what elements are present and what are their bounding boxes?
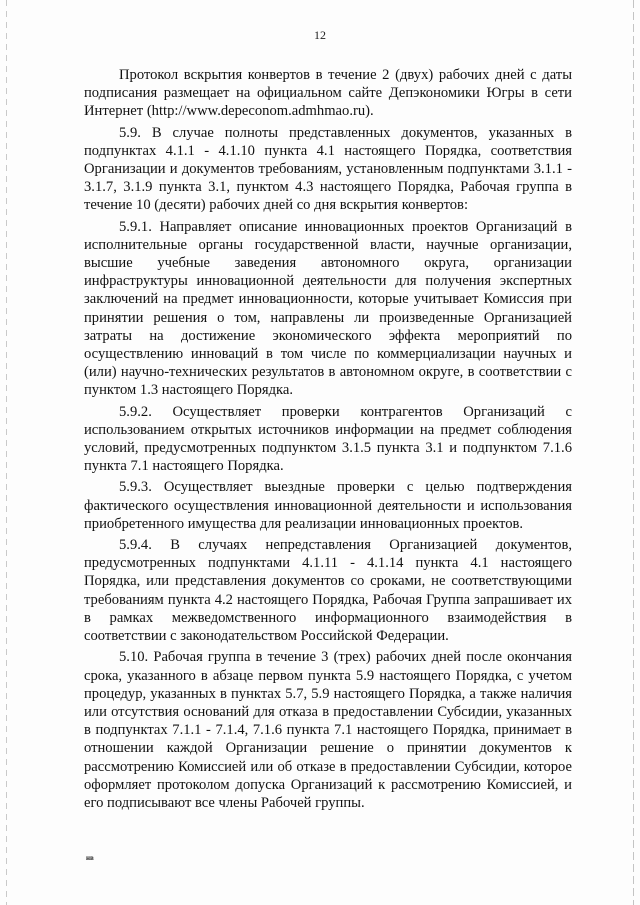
document-body <box>84 66 572 815</box>
footer-initials: нв <box>86 854 94 862</box>
paragraph-5-9-1: 5.9.1. Направляет описание инновационных проектов Организаций в исполнительные органы государственной власти, научные организации, высшие учебные заведения автономного округа, организации инфраструктуры инновационной деятельности для получения экспертных заключений на предмет инновационности, которые учитывает Комиссия при принятии решения о том, направлены ли произведенные Организацией затраты на достижение экономического эффекта мероприятий по осуществлению инноваций в том числе по коммерциализации научных и (или) научно-технических результатов в автономном округе, в соответствии с пунктом 1.3 настоящего Порядка. <box>84 218 572 399</box>
scan-edge-right <box>633 0 634 905</box>
page-number: 12 <box>314 28 326 42</box>
scan-edge-left <box>6 0 7 905</box>
paragraph-5-9-4: 5.9.4. В случаях непредставления Организацией документов, предусмотренных подпунктами 4.1.11 - 4.1.14 пункта 4.1 настоящего Порядка, или представления документов со сроками, не соответствующими требованиям пункта 4.2 настоящего Порядка, Рабочая Группа запрашивает их в рамках межведомственного информационного взаимодействия в соответствии с законодательством Российской Федерации. <box>84 537 572 645</box>
paragraph-protocol-publication: Протокол вскрытия конвертов в течение 2 (двух) рабочих дней с даты подписания размещает на официальном сайте Депэкономики Югры в сети Интернет (http://www.depeconom.admhmao.ru). <box>84 67 572 120</box>
paragraph-5-9: 5.9. В случае полноты представленных документов, указанных в подпунктах 4.1.1 - 4.1.10 пункта 4.1 настоящего Порядка, соответствия Организации и документов требованиям, установленным подпунктами 3.1.1 - 3.1.7, 3.1.9 пункта 3.1, пунктом 4.3 настоящего Порядка, Рабочая группа в течение 10 (десяти) рабочих дней со дня вскрытия конвертов: <box>84 124 572 214</box>
paragraph-5-10: 5.10. Рабочая группа в течение 3 (трех) рабочих дней после окончания срока, указанного в абзаце первом пункта 5.9 настоящего Порядка, с учетом процедур, указанных в пунктах 5.7, 5.9 настоящего Порядка, а также наличия или отсутствия оснований для отказа в предоставлении Субсидии, указанных в подпунктах 7.1.1 - 7.1.4, 7.1.6 пункта 7.1 настоящего Порядка, принимает в отношении каждой Организации решение о принятии документов к рассмотрению Комиссией или об отказе в предоставлении Субсидии, которое оформляет протоколом допуска Организаций к рассмотрению Комиссией, и его подписывают все члены Рабочей группы. <box>84 649 572 811</box>
paragraph-5-9-2: 5.9.2. Осуществляет проверки контрагентов Организаций с использованием открытых источников информации на предмет соблюдения условий, предусмотренных подпунктом 3.1.5 пункта 3.1 и подпунктом 7.1.6 пункта 7.1 настоящего Порядка. <box>84 403 572 475</box>
paragraph-5-9-3: 5.9.3. Осуществляет выездные проверки с целью подтверждения фактического осуществления инновационной деятельности и использования приобретенного имущества для реализации инновационных проектов. <box>84 479 572 532</box>
